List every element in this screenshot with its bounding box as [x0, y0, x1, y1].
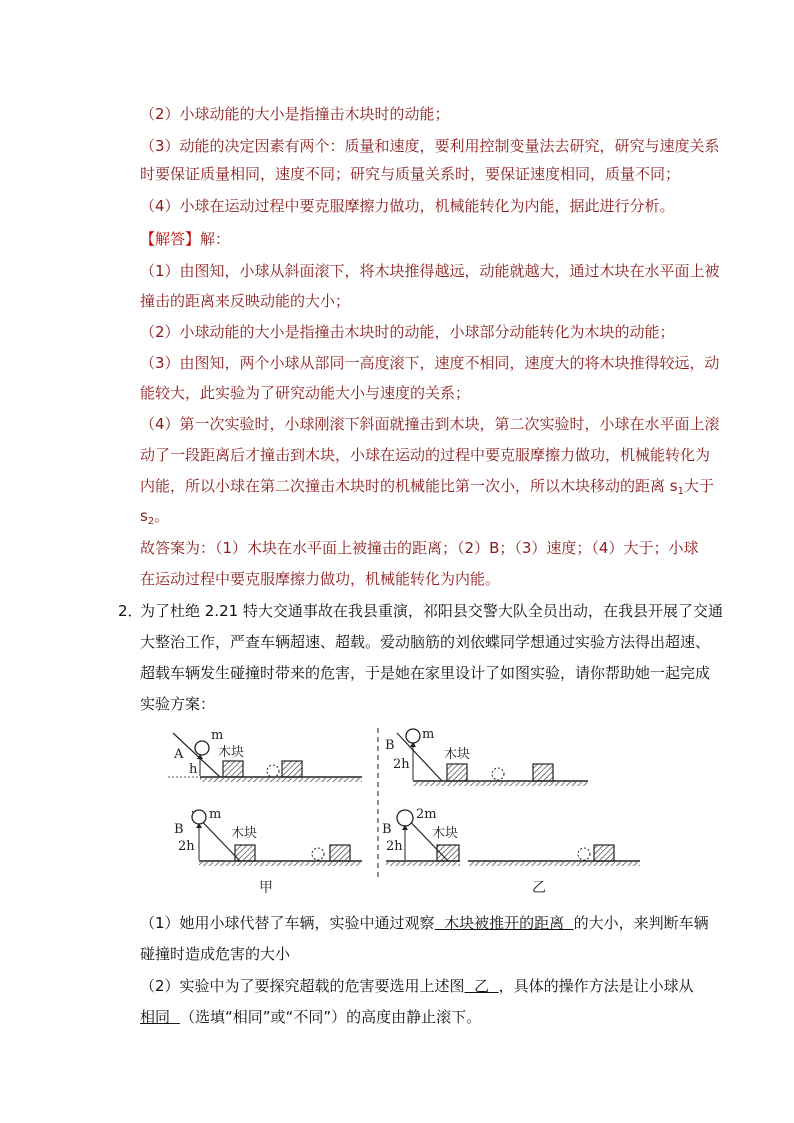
panel-jia-bottom: [174, 807, 362, 866]
final-answer-b: 在运动过程中要克服摩擦力做功，机械能转化为内能。: [140, 570, 501, 588]
wood-block: [235, 845, 255, 861]
subscript-2: 2: [147, 516, 155, 527]
height-label: 2h: [386, 839, 403, 854]
label-B: B: [382, 822, 392, 837]
subscript-1: 1: [677, 486, 684, 497]
sub-question-2: [140, 976, 694, 996]
answer-line-4b: 动了一段距离后才撞击到木块，小球在运动的过程中要克服摩擦力做功，机械能转化为: [140, 446, 711, 464]
answer-line-4c-pre: 内能，所以小球在第二次撞击木块时的机械能比第一次小，所以木块移动的距离 s: [140, 477, 678, 495]
mass-label: m: [211, 728, 224, 743]
wood-block-moved: [533, 764, 553, 781]
block-label: 木块: [444, 747, 471, 762]
ball: [192, 810, 206, 824]
sub1-pre: （1）她用小球代替了车辆，实验中通过观察: [140, 914, 435, 932]
wood-block: [437, 845, 459, 861]
label-B: B: [385, 738, 395, 753]
ground-hatch: [413, 782, 588, 786]
answer-line-4a: （4）第一次实验时，小球刚滚下斜面就撞击到木块，第二次实验时，小球在水平面上滚: [140, 415, 720, 433]
caption-jia: 甲: [259, 880, 273, 896]
sub-question-1-line-2: 碰撞时造成危害的大小: [140, 945, 291, 963]
block-label: 木块: [218, 745, 245, 760]
blank-underline-tail: [170, 1009, 180, 1024]
block-label: 木块: [432, 826, 459, 841]
analysis-line-3b: 时要保证质量相同，速度不同；研究与质量关系时，要保证速度相同，质量不同；: [140, 165, 681, 183]
wood-block: [447, 764, 467, 781]
ball: [406, 729, 420, 743]
panel-yi-top: [385, 727, 588, 786]
ghost-ball: [312, 848, 324, 860]
sub2-pre: （2）实验中为了要探究超载的危害要选用上述图: [140, 977, 465, 995]
ghost-ball: [578, 848, 590, 860]
answer-line-4d-post: 。: [154, 507, 170, 525]
answer-line-2: （2）小球动能的大小是指撞击木块时的动能，小球部分动能转化为木块的动能；: [140, 323, 675, 341]
final-answer-a: 故答案为：（1）木块在水平面上被撞击的距离；（2）B；（3）速度；（4）大于；小球: [140, 539, 699, 557]
wood-block-moved: [594, 845, 614, 861]
ball: [195, 741, 209, 755]
panel-yi-bottom: [382, 807, 640, 866]
answer-tag-after: 解：: [200, 230, 231, 248]
sub-question-2-line-2: [140, 1007, 481, 1027]
analysis-line-4: （4）小球在运动过程中要克服摩擦力做功，机械能转化为内能，据此进行分析。: [140, 197, 675, 215]
wood-block-moved: [282, 761, 302, 777]
panel-jia-top: [168, 728, 362, 782]
answer-tag: 【解答】: [140, 230, 201, 248]
answer-line-1b: 撞击的距离来反映动能的大小；: [140, 292, 351, 310]
answer-line-3a: （3）由图知，两个小球从部同一高度滚下，速度不相同，速度大的将木块推得较远，动: [140, 354, 720, 372]
mass-label: m: [209, 807, 222, 822]
question-2-line-2: 大整治工作，严查车辆超速、超载。爱动脑筋的刘依蝶同学想通过实验方法得出超速、: [140, 633, 711, 651]
question-2-number: 2．: [118, 602, 143, 620]
sub1-post: 的大小，来判断车辆: [573, 914, 709, 932]
wood-block-moved: [330, 845, 350, 861]
ground-hatch: [200, 778, 362, 782]
caption-yi: 乙: [532, 880, 546, 896]
sub2-post: ，具体的操作方法是让小球从: [498, 977, 694, 995]
ball: [397, 810, 413, 826]
height-label: 2h: [178, 839, 195, 854]
analysis-line-3a: （3）动能的决定因素有两个：质量和速度，要利用控制变量法去研究，研究与速度关系: [140, 137, 720, 155]
height-label: h: [189, 762, 198, 777]
answer-line-4d-pre: s: [140, 507, 148, 525]
mass-label: 2m: [416, 807, 437, 822]
block-label: 木块: [231, 826, 258, 841]
ghost-ball: [267, 765, 279, 777]
sub2-answer-blank-2: 相同: [140, 1008, 171, 1026]
height-label: 2h: [393, 757, 410, 772]
question-2-line-3: 超载车辆发生碰撞时带来的危害，于是她在家里设计了如图实验，请你帮助她一起完成: [140, 664, 711, 682]
analysis-line-2: （2）小球动能的大小是指撞击木块时的动能；: [140, 105, 450, 123]
sub2-answer-blank: 乙: [464, 977, 499, 995]
wood-block: [223, 761, 243, 777]
answer-line-3b: 能较大，此实验为了研究动能大小与速度的关系；: [140, 384, 471, 402]
ghost-ball: [492, 768, 504, 780]
sub-question-1: [140, 913, 709, 933]
question-2-line-1: 为了杜绝 2.21 特大交通事故在我县重演，祁阳县交警大队全员出动，在我县开展了交通: [140, 602, 723, 620]
ground-hatch: [468, 862, 640, 866]
label-A: A: [174, 747, 184, 762]
mass-label: m: [422, 727, 435, 742]
question-2-line-4: 实验方案：: [140, 695, 216, 713]
sub1-answer-blank: 木块被推开的距离: [434, 914, 574, 932]
sub2-post2: （选填“相同”或“不同”）的高度由静止滚下。: [180, 1008, 482, 1026]
ground-hatch: [386, 862, 460, 866]
answer-line-1a: （1）由图知，小球从斜面滚下，将木块推得越远，动能就越大，通过木块在水平面上被: [140, 262, 720, 280]
answer-line-4c-post: 大于: [683, 477, 714, 495]
label-B: B: [174, 822, 184, 837]
ground-hatch: [199, 862, 362, 866]
